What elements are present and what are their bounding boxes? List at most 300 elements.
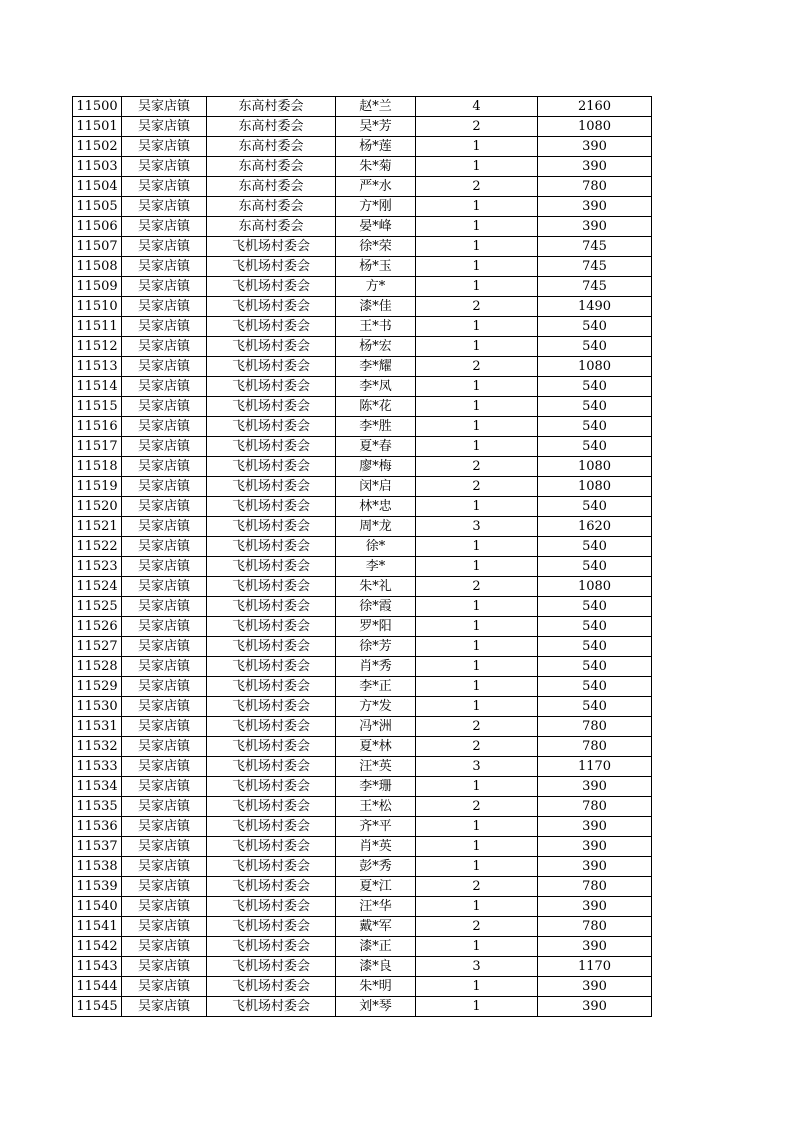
serial-cell: 11516 bbox=[73, 417, 122, 437]
village-cell: 飞机场村委会 bbox=[207, 897, 336, 917]
amount-cell: 540 bbox=[538, 337, 652, 357]
village-cell: 飞机场村委会 bbox=[207, 277, 336, 297]
table-row bbox=[73, 537, 652, 557]
name-cell: 徐*芳 bbox=[336, 637, 416, 657]
amount-cell: 540 bbox=[538, 497, 652, 517]
count-cell: 1 bbox=[416, 597, 538, 617]
town-cell: 吴家店镇 bbox=[122, 557, 207, 577]
amount-cell: 540 bbox=[538, 417, 652, 437]
town-cell: 吴家店镇 bbox=[122, 577, 207, 597]
village-cell: 飞机场村委会 bbox=[207, 657, 336, 677]
town-cell: 吴家店镇 bbox=[122, 737, 207, 757]
table-row bbox=[73, 637, 652, 657]
amount-cell: 780 bbox=[538, 917, 652, 937]
name-cell: 肖*秀 bbox=[336, 657, 416, 677]
amount-cell: 1490 bbox=[538, 297, 652, 317]
name-cell: 彭*秀 bbox=[336, 857, 416, 877]
count-cell: 2 bbox=[416, 477, 538, 497]
village-cell: 东高村委会 bbox=[207, 197, 336, 217]
table-row bbox=[73, 217, 652, 237]
table-row bbox=[73, 197, 652, 217]
count-cell: 2 bbox=[416, 917, 538, 937]
town-cell: 吴家店镇 bbox=[122, 757, 207, 777]
name-cell: 朱*礼 bbox=[336, 577, 416, 597]
village-cell: 飞机场村委会 bbox=[207, 597, 336, 617]
serial-cell: 11510 bbox=[73, 297, 122, 317]
town-cell: 吴家店镇 bbox=[122, 897, 207, 917]
count-cell: 1 bbox=[416, 977, 538, 997]
town-cell: 吴家店镇 bbox=[122, 337, 207, 357]
village-cell: 飞机场村委会 bbox=[207, 977, 336, 997]
name-cell: 李*珊 bbox=[336, 777, 416, 797]
village-cell: 飞机场村委会 bbox=[207, 957, 336, 977]
count-cell: 2 bbox=[416, 797, 538, 817]
name-cell: 肖*英 bbox=[336, 837, 416, 857]
amount-cell: 2160 bbox=[538, 97, 652, 117]
name-cell: 陈*花 bbox=[336, 397, 416, 417]
serial-cell: 11530 bbox=[73, 697, 122, 717]
name-cell: 朱*菊 bbox=[336, 157, 416, 177]
amount-cell: 1080 bbox=[538, 477, 652, 497]
count-cell: 2 bbox=[416, 717, 538, 737]
amount-cell: 390 bbox=[538, 777, 652, 797]
village-cell: 飞机场村委会 bbox=[207, 557, 336, 577]
serial-cell: 11534 bbox=[73, 777, 122, 797]
amount-cell: 780 bbox=[538, 177, 652, 197]
amount-cell: 1170 bbox=[538, 957, 652, 977]
serial-cell: 11520 bbox=[73, 497, 122, 517]
town-cell: 吴家店镇 bbox=[122, 697, 207, 717]
table-row bbox=[73, 477, 652, 497]
amount-cell: 780 bbox=[538, 737, 652, 757]
table-row bbox=[73, 377, 652, 397]
village-cell: 飞机场村委会 bbox=[207, 637, 336, 657]
town-cell: 吴家店镇 bbox=[122, 297, 207, 317]
table-row bbox=[73, 177, 652, 197]
village-cell: 飞机场村委会 bbox=[207, 357, 336, 377]
name-cell: 漆*佳 bbox=[336, 297, 416, 317]
name-cell: 周*龙 bbox=[336, 517, 416, 537]
table-row bbox=[73, 717, 652, 737]
name-cell: 李*耀 bbox=[336, 357, 416, 377]
serial-cell: 11509 bbox=[73, 277, 122, 297]
table-row bbox=[73, 157, 652, 177]
name-cell: 方*刚 bbox=[336, 197, 416, 217]
amount-cell: 540 bbox=[538, 597, 652, 617]
amount-cell: 540 bbox=[538, 537, 652, 557]
count-cell: 1 bbox=[416, 237, 538, 257]
village-cell: 飞机场村委会 bbox=[207, 437, 336, 457]
serial-cell: 11542 bbox=[73, 937, 122, 957]
town-cell: 吴家店镇 bbox=[122, 797, 207, 817]
count-cell: 1 bbox=[416, 417, 538, 437]
table-row bbox=[73, 837, 652, 857]
count-cell: 2 bbox=[416, 877, 538, 897]
amount-cell: 540 bbox=[538, 317, 652, 337]
village-cell: 东高村委会 bbox=[207, 217, 336, 237]
town-cell: 吴家店镇 bbox=[122, 937, 207, 957]
name-cell: 廖*梅 bbox=[336, 457, 416, 477]
count-cell: 1 bbox=[416, 617, 538, 637]
name-cell: 漆*良 bbox=[336, 957, 416, 977]
town-cell: 吴家店镇 bbox=[122, 597, 207, 617]
amount-cell: 390 bbox=[538, 997, 652, 1017]
table-row bbox=[73, 757, 652, 777]
serial-cell: 11514 bbox=[73, 377, 122, 397]
amount-cell: 540 bbox=[538, 657, 652, 677]
name-cell: 杨*玉 bbox=[336, 257, 416, 277]
count-cell: 1 bbox=[416, 337, 538, 357]
town-cell: 吴家店镇 bbox=[122, 117, 207, 137]
serial-cell: 11522 bbox=[73, 537, 122, 557]
count-cell: 1 bbox=[416, 897, 538, 917]
table-row bbox=[73, 977, 652, 997]
town-cell: 吴家店镇 bbox=[122, 197, 207, 217]
table-row bbox=[73, 877, 652, 897]
village-cell: 飞机场村委会 bbox=[207, 717, 336, 737]
table-row bbox=[73, 397, 652, 417]
name-cell: 王*书 bbox=[336, 317, 416, 337]
town-cell: 吴家店镇 bbox=[122, 637, 207, 657]
serial-cell: 11543 bbox=[73, 957, 122, 977]
serial-cell: 11531 bbox=[73, 717, 122, 737]
table-row bbox=[73, 857, 652, 877]
name-cell: 李*胜 bbox=[336, 417, 416, 437]
table-row bbox=[73, 257, 652, 277]
amount-cell: 1620 bbox=[538, 517, 652, 537]
name-cell: 戴*军 bbox=[336, 917, 416, 937]
amount-cell: 540 bbox=[538, 377, 652, 397]
serial-cell: 11500 bbox=[73, 97, 122, 117]
name-cell: 罗*阳 bbox=[336, 617, 416, 637]
village-cell: 东高村委会 bbox=[207, 117, 336, 137]
town-cell: 吴家店镇 bbox=[122, 237, 207, 257]
amount-cell: 390 bbox=[538, 137, 652, 157]
count-cell: 1 bbox=[416, 197, 538, 217]
count-cell: 3 bbox=[416, 757, 538, 777]
town-cell: 吴家店镇 bbox=[122, 417, 207, 437]
village-cell: 飞机场村委会 bbox=[207, 237, 336, 257]
serial-cell: 11535 bbox=[73, 797, 122, 817]
serial-cell: 11507 bbox=[73, 237, 122, 257]
serial-cell: 11519 bbox=[73, 477, 122, 497]
village-cell: 飞机场村委会 bbox=[207, 737, 336, 757]
town-cell: 吴家店镇 bbox=[122, 497, 207, 517]
name-cell: 刘*琴 bbox=[336, 997, 416, 1017]
count-cell: 1 bbox=[416, 857, 538, 877]
serial-cell: 11517 bbox=[73, 437, 122, 457]
serial-cell: 11545 bbox=[73, 997, 122, 1017]
serial-cell: 11506 bbox=[73, 217, 122, 237]
village-cell: 飞机场村委会 bbox=[207, 997, 336, 1017]
data-table bbox=[72, 96, 652, 1017]
town-cell: 吴家店镇 bbox=[122, 957, 207, 977]
amount-cell: 390 bbox=[538, 817, 652, 837]
town-cell: 吴家店镇 bbox=[122, 397, 207, 417]
amount-cell: 390 bbox=[538, 837, 652, 857]
count-cell: 1 bbox=[416, 937, 538, 957]
name-cell: 杨*宏 bbox=[336, 337, 416, 357]
town-cell: 吴家店镇 bbox=[122, 317, 207, 337]
village-cell: 飞机场村委会 bbox=[207, 937, 336, 957]
town-cell: 吴家店镇 bbox=[122, 137, 207, 157]
table-row bbox=[73, 697, 652, 717]
town-cell: 吴家店镇 bbox=[122, 817, 207, 837]
count-cell: 2 bbox=[416, 177, 538, 197]
amount-cell: 390 bbox=[538, 977, 652, 997]
serial-cell: 11541 bbox=[73, 917, 122, 937]
amount-cell: 390 bbox=[538, 937, 652, 957]
town-cell: 吴家店镇 bbox=[122, 537, 207, 557]
serial-cell: 11526 bbox=[73, 617, 122, 637]
town-cell: 吴家店镇 bbox=[122, 777, 207, 797]
name-cell: 汪*华 bbox=[336, 897, 416, 917]
count-cell: 1 bbox=[416, 497, 538, 517]
town-cell: 吴家店镇 bbox=[122, 437, 207, 457]
serial-cell: 11503 bbox=[73, 157, 122, 177]
town-cell: 吴家店镇 bbox=[122, 877, 207, 897]
town-cell: 吴家店镇 bbox=[122, 997, 207, 1017]
count-cell: 2 bbox=[416, 117, 538, 137]
name-cell: 徐* bbox=[336, 537, 416, 557]
amount-cell: 540 bbox=[538, 397, 652, 417]
serial-cell: 11528 bbox=[73, 657, 122, 677]
village-cell: 东高村委会 bbox=[207, 157, 336, 177]
name-cell: 夏*江 bbox=[336, 877, 416, 897]
serial-cell: 11501 bbox=[73, 117, 122, 137]
serial-cell: 11524 bbox=[73, 577, 122, 597]
serial-cell: 11518 bbox=[73, 457, 122, 477]
town-cell: 吴家店镇 bbox=[122, 457, 207, 477]
name-cell: 徐*荣 bbox=[336, 237, 416, 257]
amount-cell: 1080 bbox=[538, 357, 652, 377]
count-cell: 1 bbox=[416, 537, 538, 557]
count-cell: 2 bbox=[416, 457, 538, 477]
serial-cell: 11511 bbox=[73, 317, 122, 337]
count-cell: 1 bbox=[416, 157, 538, 177]
amount-cell: 540 bbox=[538, 637, 652, 657]
village-cell: 飞机场村委会 bbox=[207, 517, 336, 537]
town-cell: 吴家店镇 bbox=[122, 217, 207, 237]
table-row bbox=[73, 297, 652, 317]
amount-cell: 745 bbox=[538, 237, 652, 257]
name-cell: 方* bbox=[336, 277, 416, 297]
count-cell: 1 bbox=[416, 217, 538, 237]
town-cell: 吴家店镇 bbox=[122, 717, 207, 737]
table-row bbox=[73, 117, 652, 137]
amount-cell: 390 bbox=[538, 217, 652, 237]
village-cell: 飞机场村委会 bbox=[207, 317, 336, 337]
table-row bbox=[73, 497, 652, 517]
serial-cell: 11532 bbox=[73, 737, 122, 757]
village-cell: 东高村委会 bbox=[207, 97, 336, 117]
town-cell: 吴家店镇 bbox=[122, 917, 207, 937]
table-row bbox=[73, 917, 652, 937]
count-cell: 1 bbox=[416, 657, 538, 677]
table-row bbox=[73, 557, 652, 577]
name-cell: 李*正 bbox=[336, 677, 416, 697]
village-cell: 飞机场村委会 bbox=[207, 797, 336, 817]
town-cell: 吴家店镇 bbox=[122, 97, 207, 117]
count-cell: 1 bbox=[416, 557, 538, 577]
table-row bbox=[73, 897, 652, 917]
village-cell: 飞机场村委会 bbox=[207, 917, 336, 937]
serial-cell: 11538 bbox=[73, 857, 122, 877]
count-cell: 1 bbox=[416, 257, 538, 277]
name-cell: 朱*明 bbox=[336, 977, 416, 997]
village-cell: 飞机场村委会 bbox=[207, 477, 336, 497]
count-cell: 2 bbox=[416, 737, 538, 757]
table-row bbox=[73, 957, 652, 977]
serial-cell: 11521 bbox=[73, 517, 122, 537]
town-cell: 吴家店镇 bbox=[122, 157, 207, 177]
table-row bbox=[73, 997, 652, 1017]
amount-cell: 745 bbox=[538, 277, 652, 297]
count-cell: 1 bbox=[416, 137, 538, 157]
count-cell: 4 bbox=[416, 97, 538, 117]
village-cell: 飞机场村委会 bbox=[207, 377, 336, 397]
count-cell: 1 bbox=[416, 277, 538, 297]
serial-cell: 11539 bbox=[73, 877, 122, 897]
amount-cell: 1080 bbox=[538, 577, 652, 597]
name-cell: 王*松 bbox=[336, 797, 416, 817]
count-cell: 1 bbox=[416, 377, 538, 397]
amount-cell: 390 bbox=[538, 897, 652, 917]
town-cell: 吴家店镇 bbox=[122, 617, 207, 637]
village-cell: 飞机场村委会 bbox=[207, 397, 336, 417]
table-body bbox=[73, 97, 652, 1017]
amount-cell: 390 bbox=[538, 197, 652, 217]
table-row bbox=[73, 597, 652, 617]
serial-cell: 11505 bbox=[73, 197, 122, 217]
serial-cell: 11540 bbox=[73, 897, 122, 917]
amount-cell: 540 bbox=[538, 677, 652, 697]
village-cell: 飞机场村委会 bbox=[207, 297, 336, 317]
table-row bbox=[73, 417, 652, 437]
name-cell: 夏*春 bbox=[336, 437, 416, 457]
amount-cell: 390 bbox=[538, 157, 652, 177]
amount-cell: 540 bbox=[538, 437, 652, 457]
village-cell: 飞机场村委会 bbox=[207, 817, 336, 837]
serial-cell: 11527 bbox=[73, 637, 122, 657]
name-cell: 闵*启 bbox=[336, 477, 416, 497]
village-cell: 飞机场村委会 bbox=[207, 677, 336, 697]
name-cell: 汪*英 bbox=[336, 757, 416, 777]
serial-cell: 11515 bbox=[73, 397, 122, 417]
count-cell: 1 bbox=[416, 637, 538, 657]
village-cell: 飞机场村委会 bbox=[207, 837, 336, 857]
village-cell: 飞机场村委会 bbox=[207, 457, 336, 477]
table-row bbox=[73, 657, 652, 677]
count-cell: 3 bbox=[416, 517, 538, 537]
count-cell: 1 bbox=[416, 837, 538, 857]
name-cell: 方*发 bbox=[336, 697, 416, 717]
table-row bbox=[73, 797, 652, 817]
town-cell: 吴家店镇 bbox=[122, 857, 207, 877]
amount-cell: 780 bbox=[538, 877, 652, 897]
village-cell: 飞机场村委会 bbox=[207, 857, 336, 877]
village-cell: 飞机场村委会 bbox=[207, 757, 336, 777]
town-cell: 吴家店镇 bbox=[122, 657, 207, 677]
amount-cell: 1080 bbox=[538, 457, 652, 477]
table-row bbox=[73, 97, 652, 117]
name-cell: 夏*林 bbox=[336, 737, 416, 757]
serial-cell: 11533 bbox=[73, 757, 122, 777]
name-cell: 林*忠 bbox=[336, 497, 416, 517]
amount-cell: 390 bbox=[538, 857, 652, 877]
name-cell: 吴*芳 bbox=[336, 117, 416, 137]
town-cell: 吴家店镇 bbox=[122, 357, 207, 377]
table-row bbox=[73, 357, 652, 377]
serial-cell: 11537 bbox=[73, 837, 122, 857]
town-cell: 吴家店镇 bbox=[122, 277, 207, 297]
serial-cell: 11513 bbox=[73, 357, 122, 377]
count-cell: 1 bbox=[416, 437, 538, 457]
count-cell: 2 bbox=[416, 357, 538, 377]
amount-cell: 780 bbox=[538, 797, 652, 817]
count-cell: 1 bbox=[416, 817, 538, 837]
name-cell: 赵*兰 bbox=[336, 97, 416, 117]
table-row bbox=[73, 237, 652, 257]
serial-cell: 11529 bbox=[73, 677, 122, 697]
table-row bbox=[73, 277, 652, 297]
name-cell: 严*水 bbox=[336, 177, 416, 197]
name-cell: 晏*峰 bbox=[336, 217, 416, 237]
count-cell: 1 bbox=[416, 317, 538, 337]
table-row bbox=[73, 617, 652, 637]
table-row bbox=[73, 337, 652, 357]
town-cell: 吴家店镇 bbox=[122, 517, 207, 537]
serial-cell: 11523 bbox=[73, 557, 122, 577]
table-row bbox=[73, 517, 652, 537]
village-cell: 飞机场村委会 bbox=[207, 417, 336, 437]
table-row bbox=[73, 437, 652, 457]
town-cell: 吴家店镇 bbox=[122, 677, 207, 697]
count-cell: 1 bbox=[416, 697, 538, 717]
name-cell: 冯*洲 bbox=[336, 717, 416, 737]
village-cell: 飞机场村委会 bbox=[207, 617, 336, 637]
count-cell: 2 bbox=[416, 297, 538, 317]
amount-cell: 1170 bbox=[538, 757, 652, 777]
serial-cell: 11508 bbox=[73, 257, 122, 277]
amount-cell: 540 bbox=[538, 617, 652, 637]
amount-cell: 540 bbox=[538, 697, 652, 717]
village-cell: 飞机场村委会 bbox=[207, 537, 336, 557]
count-cell: 1 bbox=[416, 777, 538, 797]
table-row bbox=[73, 317, 652, 337]
town-cell: 吴家店镇 bbox=[122, 977, 207, 997]
count-cell: 3 bbox=[416, 957, 538, 977]
village-cell: 飞机场村委会 bbox=[207, 257, 336, 277]
amount-cell: 780 bbox=[538, 717, 652, 737]
name-cell: 漆*正 bbox=[336, 937, 416, 957]
village-cell: 飞机场村委会 bbox=[207, 497, 336, 517]
table-row bbox=[73, 677, 652, 697]
town-cell: 吴家店镇 bbox=[122, 257, 207, 277]
town-cell: 吴家店镇 bbox=[122, 477, 207, 497]
village-cell: 飞机场村委会 bbox=[207, 577, 336, 597]
name-cell: 齐*平 bbox=[336, 817, 416, 837]
town-cell: 吴家店镇 bbox=[122, 177, 207, 197]
table-row bbox=[73, 737, 652, 757]
name-cell: 杨*莲 bbox=[336, 137, 416, 157]
table-row bbox=[73, 777, 652, 797]
village-cell: 飞机场村委会 bbox=[207, 777, 336, 797]
table-row bbox=[73, 817, 652, 837]
town-cell: 吴家店镇 bbox=[122, 377, 207, 397]
table-row bbox=[73, 937, 652, 957]
name-cell: 李*凤 bbox=[336, 377, 416, 397]
